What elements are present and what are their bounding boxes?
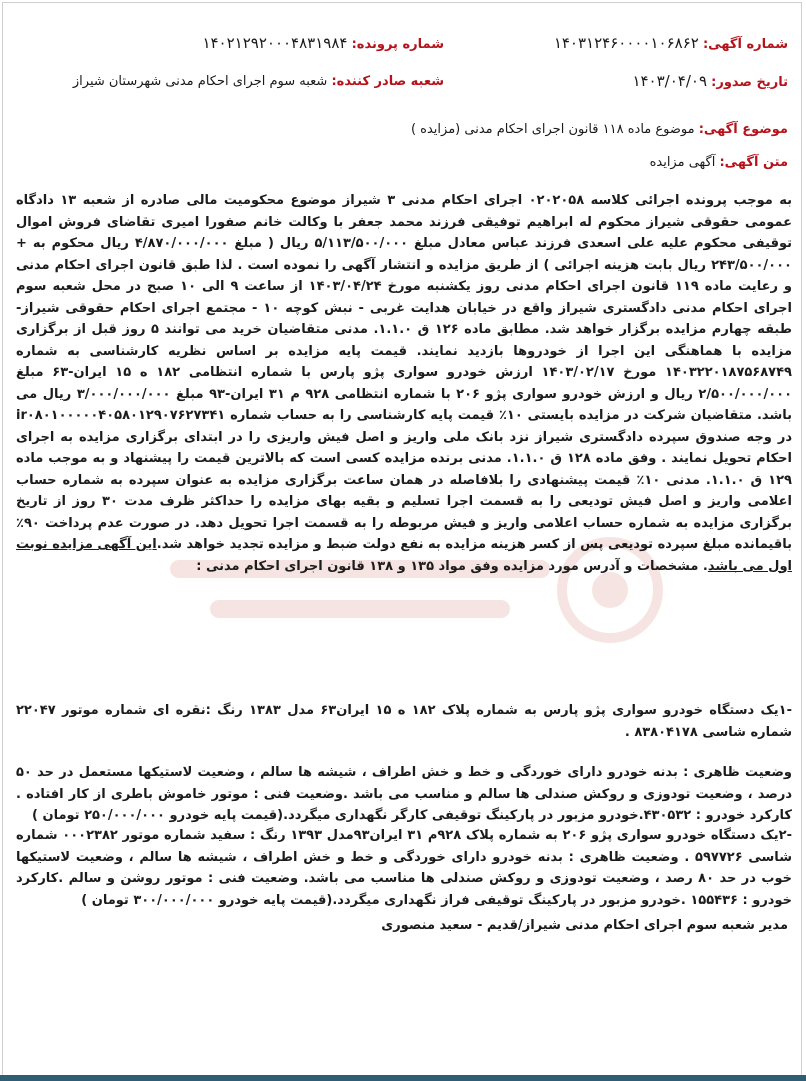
issuer [73,74,444,89]
signature-text: مدیر شعبه سوم اجرای احکام مدنی شیراز/قدیم - سعید منصوری [381,918,788,933]
text-label: متن آگهی: [719,155,788,170]
subject-value: موضوع ماده ۱۱۸ قانون اجرای احکام مدنی (مزایده ) [410,122,695,137]
item-1-condition: وضعیت ظاهری : بدنه خودرو دارای خوردگی و خط و خش اطراف ، شیشه ها سالم ، وضعیت لاستیکها مستعمل در حد ۵۰ درصد ، وضعیت تودوزی و روکش صندلی ها سالم و مناسب می باشد .وضعیت فنی : موتور خاموش باطری از کار افتاده . کارکرد خودرو : ۴۳۰۵۳۲.خودرو مزبور در پارکینگ توقیفی کارگر نگهداری میگردد.(قیمت پایه خودرو ۲۵۰/۰۰۰/۰۰۰ تومان ) [16,765,792,823]
signature [381,918,788,933]
subject-label: موضوع آگهی: [698,122,788,137]
auction-item-1 [16,700,792,743]
main-paragraph [16,190,792,577]
first-round-notice: این آگهی مزایده نوبت اول می باشد [16,537,792,574]
issuer-label: شعبه صادر کننده: [331,74,444,89]
notice-number-value: ۱۴۰۳۱۲۴۶۰۰۰۰۱۰۶۸۶۲ [553,34,699,52]
file-number-value: ۱۴۰۲۱۲۹۲۰۰۰۴۸۳۱۹۸۴ [202,34,348,52]
paragraph-text-a: به موجب پرونده اجرائی کلاسه ۰۲۰۲۰۵۸ اجرای احکام مدنی ۳ شیراز موضوع محکومیت مالی صادره از شعبه ۱۳ دادگاه عمومی حقوقی شیراز محکوم له ابراهیم توفیقی فرزند محمد جعفر با وکالت خانم صفورا امیری تقاضای فروش اموال توقیفی محکوم علیه علی اسعدی فرزند عباس معادل مبلغ ۵/۱۱۳/۵۰۰/۰۰۰ ریال ( مبلغ ۴/۸۷۰/۰۰۰/۰۰۰ ریال محکوم به + ۲۴۳/۵۰۰/۰۰۰ ریال بابت هزینه اجرائی ) از طریق مزایده و انتشار آگهی را نموده است . لذا طبق قانون اجرای احکام مدنی و رعایت ماده ۱۱۹ قانون اجرای احکام مدنی روز یکشنبه مورخ ۱۴۰۳/۰۴/۲۴ از ساعت ۹ الی ۱۰ صبح در محل شعبه سوم اجرای احکام مدنی دادگستری شیراز واقع در خیابان هدایت غربی - نبش کوچه ۱۰ - مجتمع اجرای احکام حقوقی شیراز-طبقه چهارم مزایده برگزار خواهد شد. مطابق ماده ۱۲۶ ق ۱.۱.۰. مدنی متقاضیان خرید می توانند ۵ روز قبل از برگزاری مزایده با هماهنگی این اجرا از خودروها بازدید نمایند. قیمت پایه مزایده بر اساس نظریه کارشناسی به شماره ۱۴۰۳۲۲۰۱۸۷۵۶۸۷۴۹ مورخ ۱۴۰۳/۰۲/۱۷ ارزش خودرو سواری پژو پارس با شماره انتظامی ۱۸۲ ه ۱۵ ایران-۶۳ مبلغ ۲/۵۰۰/۰۰۰/۰۰۰ ریال و ارزش خودرو سواری پژو ۲۰۶ با شماره انتظامی ۹۲۸ م ۳۱ ایران-۹۳ مبلغ ۳/۰۰۰/۰۰۰/۰۰۰ ریال می باشد. متقاضیان شرکت در مزایده بایستی ۱۰٪ قیمت پایه کارشناسی را به حساب شماره ir۰۸۰۱۰۰۰۰۰۴۰۵۸۰۱۲۹۰۷۶۲۷۳۴۱ در وجه صندوق سپرده دادگستری شیراز نزد بانک ملی واریز و اصل فیش واریزی را در ابتدای برگزاری مزایده به اجرای احکام تحویل نمایند . وفق ماده ۱۲۸ ق ۱.۱.۰. مدنی برنده مزایده کسی است که بالاترین قیمت را پیشنهاد و به موجب ماده ۱۲۹ ق ۱.۱.۰. مدنی ۱۰٪ قیمت پیشنهادی را بلافاصله در همان ساعت برگزاری مزایده به عنوان سپرده به شماره حساب اعلامی واریز و اصل فیش تودیعی را به قسمت اجرا تسلیم و بقیه بهای مزایده را حداکثر ظرف مدت ۳۰ روز از تاریخ برگزاری مزایده به شماره حساب اعلامی واریز و فیش مربوطه را به قسمت اجرا تحویل دهد. در صورت عدم پرداخت ۹۰٪ باقیمانده مبلغ سپرده تودیعی پس از کسر هزینه مزایده به نفع دولت ضبط و مزایده تجدید خواهد شد. [16,193,793,552]
text-title: آگهی مزایده [649,155,716,170]
paragraph-text-b: . مشخصات و آدرس مورد مزایده وفق مواد ۱۳۵ و ۱۳۸ قانون اجرای احکام مدنی : [196,558,708,574]
issue-date-value: ۱۴۰۳/۰۴/۰۹ [632,72,707,90]
notice-number-label: شماره آگهی: [702,37,788,52]
item-2-text: -۲یک دستگاه خودرو سواری پژو ۲۰۶ به شماره پلاک ۹۲۸م ۳۱ ایران۹۳مدل ۱۳۹۳ رنگ : سفید شماره موتور ۰۰۰۲۳۸۲ شماره شاسی ۵۹۷۷۲۶ . وضعیت ظاهری : بدنه خودرو دارای خوردگی و خط و خش اطراف ، شیشه ها سالم ، وضعیت لاستیکها خوب در حد ۸۰ رصد ، وضعیت تودوزی و روکش صندلی ها مناسب می باشد. وضعیت فنی : موتور روشن و سالم .کارکرد خودرو : ۱۵۵۴۳۶ .خودرو مزبور در پارکینگ توقیفی فراز نگهداری میگردد.(قیمت پایه خودرو ۳۰۰/۰۰۰/۰۰۰ تومان ) [16,828,792,908]
auction-item-1-description [16,762,792,827]
item-1-title: -۱یک دستگاه خودرو سواری پژو پارس به شماره پلاک ۱۸۲ ه ۱۵ ایران۶۳ مدل ۱۳۸۳ رنگ :نقره ای شماره موتور ۲۲۰۴۷ شماره شاسی ۸۳۸۰۴۱۷۸ . [16,703,793,740]
file-number-label: شماره پرونده: [351,37,444,52]
text-heading [650,155,788,170]
issue-date [632,72,788,90]
bottom-bar [0,1075,806,1081]
issue-date-label: تاریخ صدور: [711,75,788,90]
notice-number [554,34,788,52]
subject [411,122,788,137]
auction-item-2 [16,825,792,911]
file-number [202,34,444,52]
issuer-value: شعبه سوم اجرای احکام مدنی شهرستان شیراز [72,74,328,89]
